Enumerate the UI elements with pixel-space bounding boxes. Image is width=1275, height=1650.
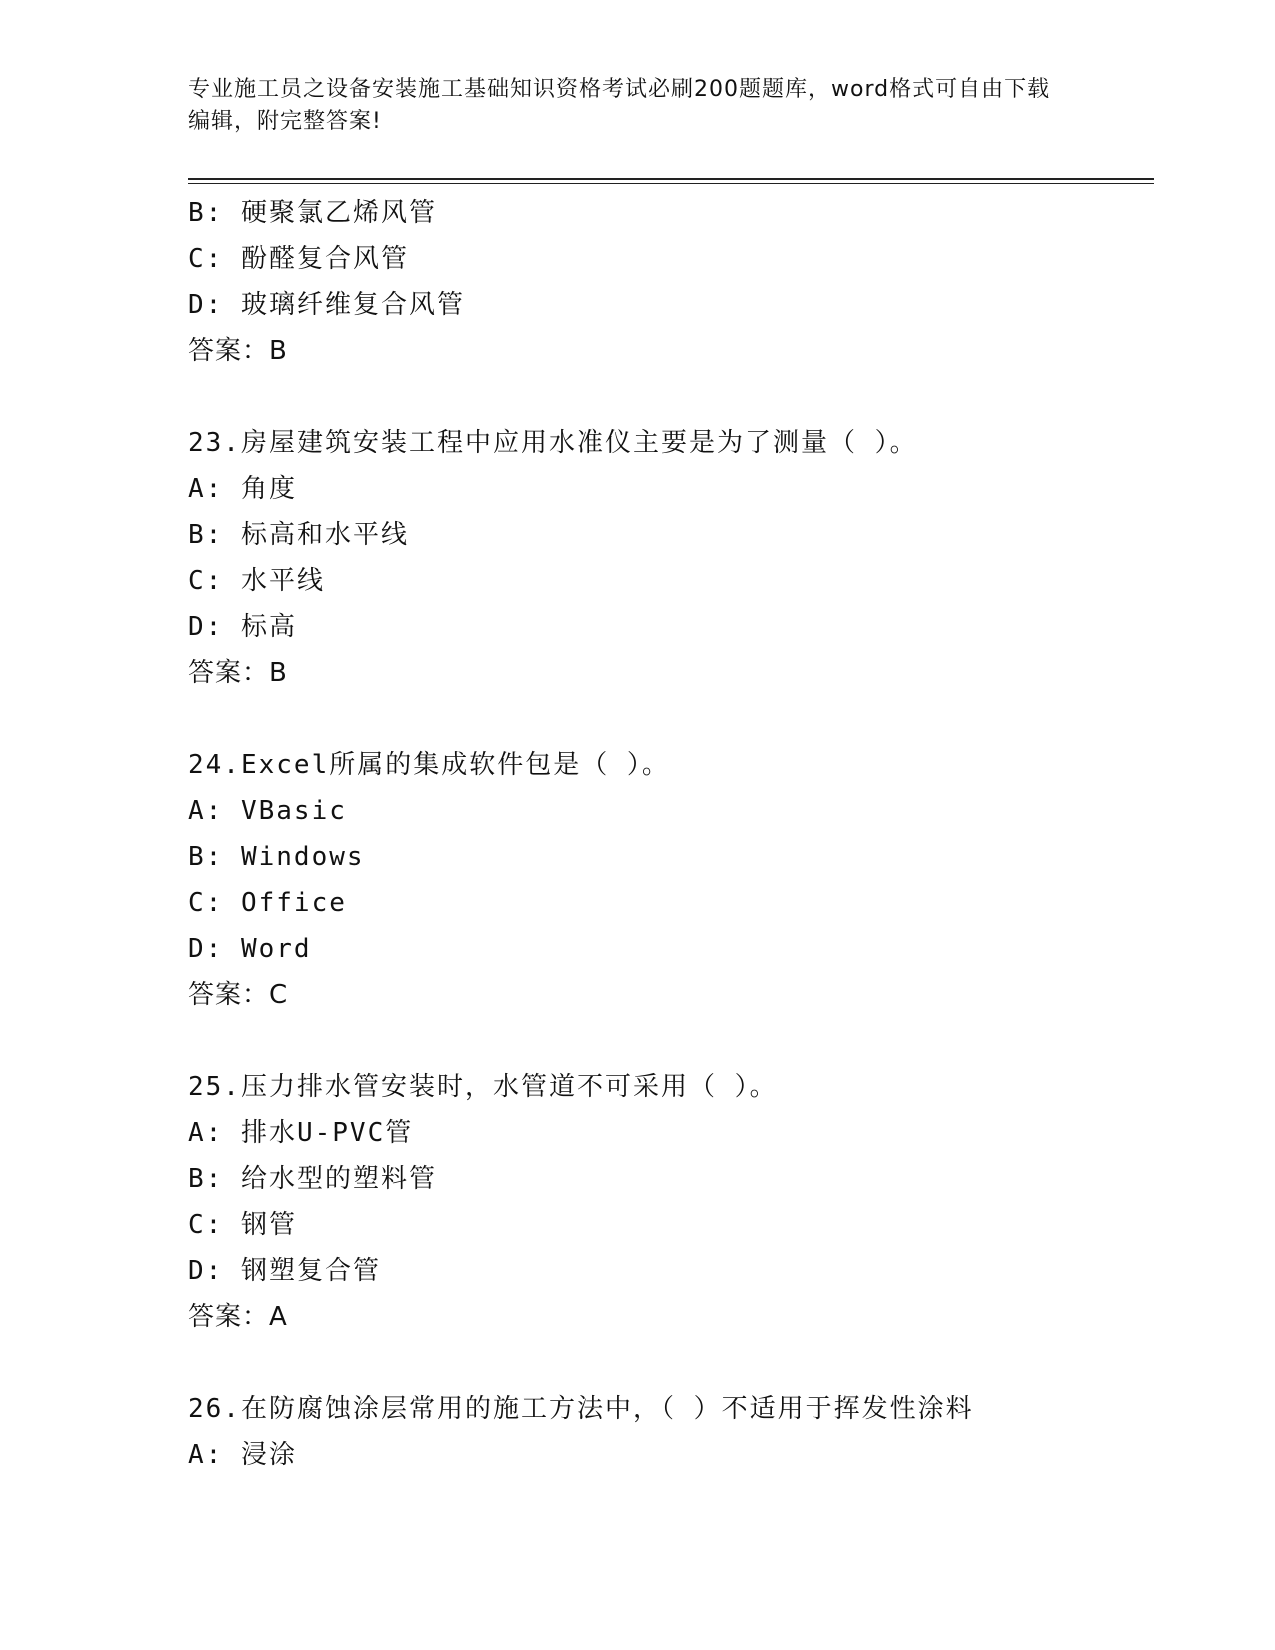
option-c: C: 水平线 [188,566,325,596]
question-block-25 [188,1064,1154,1340]
option-a: A: 浸涂 [188,1440,297,1470]
option-b: B: 标高和水平线 [188,520,409,550]
option-b: B: 给水型的塑料管 [188,1164,437,1194]
option-b: B: Windows [188,842,365,872]
document-header: 专业施工员之设备安装施工基础知识资格考试必刷200题题库，word格式可自由下载编辑，附完整答案! [188,77,1051,134]
option-a: A: 角度 [188,474,297,504]
question-list [188,190,1154,1478]
option-c: C: 酚醛复合风管 [188,244,409,274]
answer-line: 答案：B [188,336,288,366]
question-text: 26.在防腐蚀涂层常用的施工方法中，（ ）不适用于挥发性涂料 [188,1394,974,1424]
question-text: 24.Excel所属的集成软件包是（ ）。 [188,750,670,780]
question-block-23 [188,420,1154,696]
answer-line: 答案：C [188,980,289,1010]
question-block-22 [188,190,1154,374]
option-b: B: 硬聚氯乙烯风管 [188,198,437,228]
option-d: D: 玻璃纤维复合风管 [188,290,465,320]
header-rule-thick [188,178,1154,180]
option-d: D: 标高 [188,612,297,642]
question-block-24 [188,742,1154,1018]
question-block-26 [188,1386,1154,1478]
answer-line: 答案：A [188,1302,288,1332]
option-c: C: Office [188,888,347,918]
option-a: A: 排水U-PVC管 [188,1118,414,1148]
option-d: D: 钢塑复合管 [188,1256,381,1286]
header-rule-thin [188,183,1154,184]
option-a: A: VBasic [188,796,347,826]
question-text: 25.压力排水管安装时，水管道不可采用（ ）。 [188,1072,778,1102]
answer-line: 答案：B [188,658,288,688]
option-d: D: Word [188,934,312,964]
option-c: C: 钢管 [188,1210,297,1240]
question-text: 23.房屋建筑安装工程中应用水准仪主要是为了测量（ ）。 [188,428,918,458]
